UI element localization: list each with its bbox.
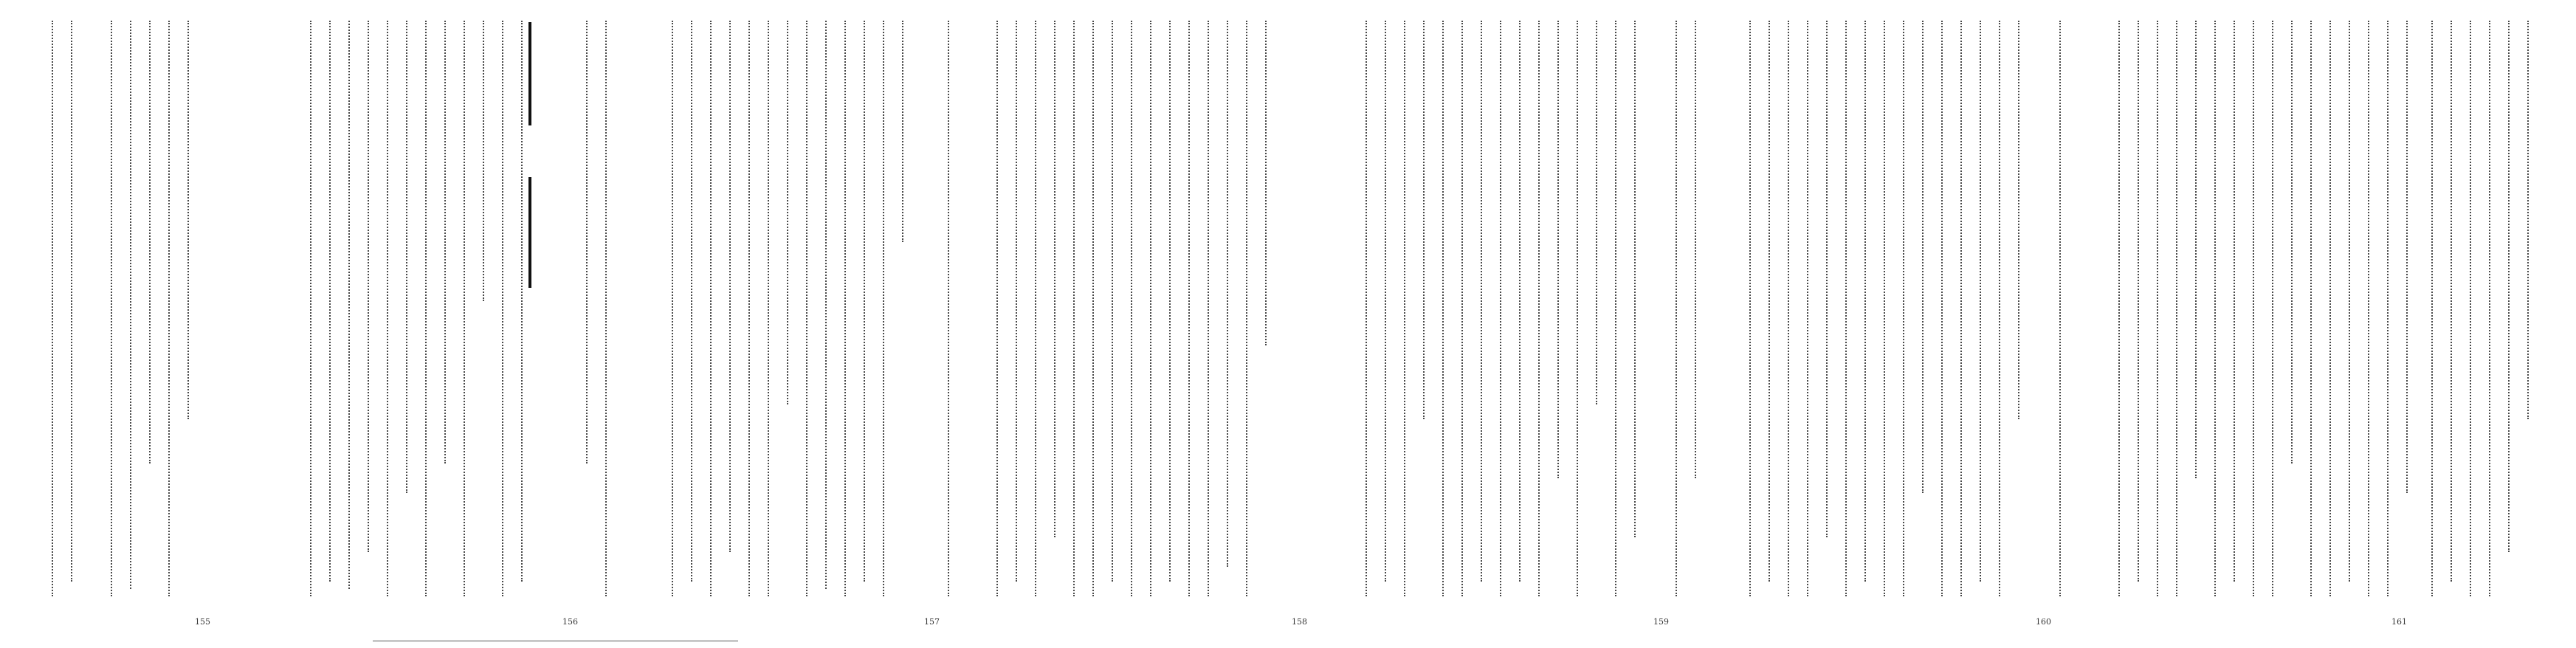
text-column bbox=[111, 21, 117, 596]
text-column bbox=[1150, 21, 1156, 596]
text-column bbox=[902, 21, 908, 242]
text-column bbox=[672, 21, 678, 596]
text-column bbox=[1615, 21, 1621, 596]
text-column bbox=[521, 21, 527, 582]
text-column bbox=[2176, 21, 2182, 596]
text-column bbox=[1634, 21, 1640, 537]
text-column bbox=[729, 21, 735, 552]
text-column bbox=[1169, 21, 1175, 582]
text-column bbox=[2118, 21, 2124, 596]
text-column bbox=[187, 21, 193, 419]
text-column bbox=[1960, 21, 1966, 596]
text-column bbox=[691, 21, 697, 582]
text-column bbox=[1227, 21, 1233, 567]
text-column bbox=[1054, 21, 1060, 537]
text-column bbox=[2368, 21, 2374, 596]
text-column bbox=[1366, 21, 1371, 596]
text-column bbox=[883, 21, 889, 596]
text-column bbox=[329, 21, 335, 582]
text-column bbox=[1864, 21, 1870, 582]
text-column bbox=[1999, 21, 2005, 596]
text-column bbox=[168, 21, 174, 596]
text-column bbox=[1922, 21, 1928, 493]
text-column bbox=[2451, 21, 2456, 582]
text-column bbox=[464, 21, 469, 596]
text-column bbox=[1826, 21, 1832, 537]
page-159 bbox=[1351, 0, 1720, 648]
text-column bbox=[1442, 21, 1448, 596]
text-column bbox=[1500, 21, 1506, 596]
text-column bbox=[2349, 21, 2355, 582]
text-column bbox=[768, 21, 774, 596]
text-column bbox=[2489, 21, 2495, 596]
text-column bbox=[2329, 21, 2335, 596]
text-column bbox=[387, 21, 393, 596]
page-number: 156 bbox=[562, 617, 578, 627]
text-column bbox=[605, 21, 611, 596]
text-column bbox=[444, 21, 450, 463]
page-160 bbox=[1735, 0, 2089, 648]
text-column bbox=[1423, 21, 1429, 419]
text-column bbox=[71, 21, 77, 582]
page-number: 161 bbox=[2391, 617, 2407, 627]
text-column bbox=[1208, 21, 1213, 596]
text-column bbox=[1596, 21, 1602, 404]
chapter-heading bbox=[528, 22, 539, 125]
page-161 bbox=[2104, 0, 2576, 648]
text-column bbox=[2234, 21, 2239, 582]
text-column bbox=[948, 21, 954, 596]
text-column bbox=[1073, 21, 1079, 596]
text-column bbox=[806, 21, 812, 596]
page-number: 157 bbox=[924, 617, 940, 627]
text-column bbox=[2431, 21, 2437, 596]
text-column bbox=[844, 21, 850, 596]
text-column bbox=[825, 21, 831, 589]
text-column bbox=[2157, 21, 2163, 596]
text-column bbox=[2470, 21, 2476, 596]
text-column bbox=[149, 21, 155, 463]
page-number: 155 bbox=[195, 617, 210, 627]
text-column bbox=[406, 21, 412, 493]
page-155 bbox=[30, 0, 221, 648]
text-column bbox=[1016, 21, 1022, 582]
text-column bbox=[425, 21, 431, 596]
text-column bbox=[2059, 21, 2065, 596]
text-column bbox=[1845, 21, 1851, 596]
text-column bbox=[2508, 21, 2514, 552]
text-column bbox=[864, 21, 869, 582]
text-column bbox=[310, 21, 316, 596]
page-number: 159 bbox=[1653, 617, 1669, 627]
text-column bbox=[2272, 21, 2278, 596]
text-column bbox=[1481, 21, 1487, 582]
text-column bbox=[1035, 21, 1041, 596]
text-column bbox=[1807, 21, 1813, 596]
text-column bbox=[1941, 21, 1947, 596]
text-column bbox=[748, 21, 754, 596]
text-column bbox=[1188, 21, 1194, 596]
text-column bbox=[52, 21, 58, 596]
text-column bbox=[2195, 21, 2201, 478]
page-156 bbox=[295, 0, 635, 648]
page-number: 160 bbox=[2036, 617, 2051, 627]
text-column bbox=[1557, 21, 1563, 478]
text-column bbox=[368, 21, 373, 552]
text-column bbox=[2253, 21, 2259, 596]
text-column bbox=[1788, 21, 1794, 596]
text-column bbox=[2310, 21, 2316, 596]
text-column bbox=[787, 21, 793, 404]
text-column bbox=[1577, 21, 1583, 596]
text-column bbox=[1903, 21, 1909, 596]
text-column bbox=[2018, 21, 2024, 419]
text-column bbox=[1385, 21, 1391, 582]
text-column bbox=[586, 21, 592, 463]
page-157 bbox=[650, 0, 967, 648]
text-column bbox=[1538, 21, 1544, 596]
text-column bbox=[1519, 21, 1525, 582]
text-column bbox=[1112, 21, 1117, 582]
text-column bbox=[1246, 21, 1252, 596]
text-column bbox=[2214, 21, 2220, 596]
text-column bbox=[1131, 21, 1137, 596]
text-column bbox=[1884, 21, 1890, 596]
text-column bbox=[2406, 21, 2412, 493]
text-column bbox=[2387, 21, 2393, 596]
text-column bbox=[130, 21, 136, 589]
page-158 bbox=[982, 0, 1336, 648]
text-column bbox=[1461, 21, 1467, 596]
text-column bbox=[1695, 21, 1701, 478]
text-column bbox=[2138, 21, 2143, 582]
text-column bbox=[1676, 21, 1681, 596]
text-column bbox=[1769, 21, 1774, 582]
text-column bbox=[1092, 21, 1098, 596]
chapter-heading-sub bbox=[528, 177, 539, 288]
text-column bbox=[1404, 21, 1410, 596]
text-column bbox=[710, 21, 716, 596]
text-column bbox=[1265, 21, 1271, 345]
text-column bbox=[348, 21, 354, 589]
text-column bbox=[1749, 21, 1755, 596]
text-column bbox=[483, 21, 489, 301]
text-column bbox=[996, 21, 1002, 596]
text-column bbox=[2527, 21, 2533, 419]
text-column bbox=[502, 21, 508, 596]
text-column bbox=[2291, 21, 2297, 463]
text-column bbox=[1980, 21, 1986, 582]
page-number: 158 bbox=[1292, 617, 1307, 627]
